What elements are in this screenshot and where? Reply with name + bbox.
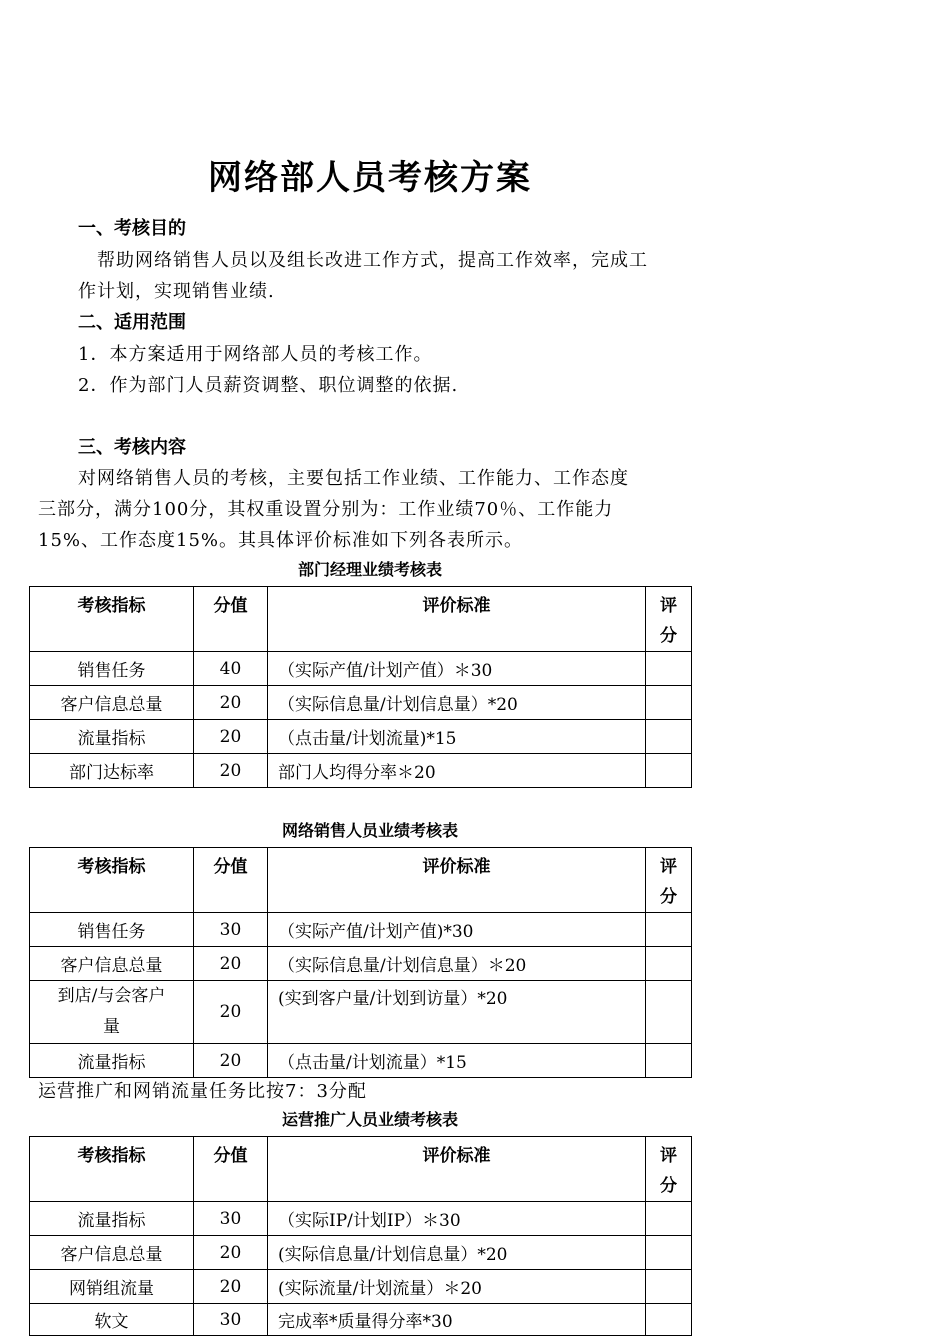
score-cell: 30 [194, 913, 268, 947]
header-rating: 评 分 [646, 1137, 692, 1202]
indicator-cell: 部门达标率 [30, 754, 194, 788]
section-heading-content: 三、考核内容 [78, 437, 186, 458]
table-caption-promotion: 运营推广人员业绩考核表 [281, 1110, 458, 1129]
score-cell: 20 [194, 1236, 268, 1270]
purpose-text-line-2: 作计划，实现销售业绩. [78, 281, 275, 302]
criteria-cell: (实际信息量/计划信息量）*20 [268, 1236, 646, 1270]
rating-cell[interactable] [646, 1202, 692, 1236]
indicator-cell: 客户信息总量 [30, 947, 194, 981]
indicator-cell: 销售任务 [30, 913, 194, 947]
manager-performance-table [29, 586, 692, 788]
criteria-cell: （实际信息量/计划信息量）＊20 [268, 947, 646, 981]
table-row [30, 1304, 692, 1336]
section-heading-scope: 二、适用范围 [78, 312, 186, 333]
header-criteria: 评价标准 [268, 1137, 646, 1202]
header-indicator: 考核指标 [30, 587, 194, 652]
criteria-cell: (实际流量/计划流量）＊20 [268, 1270, 646, 1304]
content-text-line-1: 对网络销售人员的考核，主要包括工作业绩、工作能力、工作态度 [78, 468, 629, 489]
rating-cell[interactable] [646, 1044, 692, 1078]
score-cell: 20 [194, 947, 268, 981]
score-cell: 40 [194, 652, 268, 686]
indicator-cell: 销售任务 [30, 652, 194, 686]
criteria-cell: （点击量/计划流量)*15 [268, 720, 646, 754]
criteria-cell: （实际产值/计划产值)*30 [268, 913, 646, 947]
header-indicator: 考核指标 [30, 1137, 194, 1202]
criteria-cell: （点击量/计划流量）*15 [268, 1044, 646, 1078]
table-row [30, 754, 692, 788]
table-caption-sales: 网络销售人员业绩考核表 [281, 821, 458, 840]
rating-cell[interactable] [646, 981, 692, 1044]
sales-performance-table [29, 847, 692, 1078]
indicator-cell: 软文 [30, 1304, 194, 1336]
criteria-cell: (实到客户量/计划到访量）*20 [268, 981, 646, 1044]
indicator-cell: 网销组流量 [30, 1270, 194, 1304]
table-row [30, 947, 692, 981]
header-rating: 评 分 [646, 587, 692, 652]
header-score: 分值 [194, 848, 268, 913]
criteria-cell: （实际IP/计划IP）＊30 [268, 1202, 646, 1236]
header-score: 分值 [194, 1137, 268, 1202]
table-row [30, 720, 692, 754]
rating-cell[interactable] [646, 1304, 692, 1336]
criteria-cell: 部门人均得分率＊20 [268, 754, 646, 788]
score-cell: 20 [194, 1044, 268, 1078]
score-cell: 20 [194, 686, 268, 720]
score-cell: 30 [194, 1202, 268, 1236]
table-row [30, 1270, 692, 1304]
promotion-performance-table [29, 1136, 692, 1336]
content-text-line-3: 15%、工作态度15%。其具体评价标准如下列各表所示。 [38, 530, 524, 551]
indicator-cell: 流量指标 [30, 1044, 194, 1078]
indicator-cell: 客户信息总量 [30, 686, 194, 720]
rating-cell[interactable] [646, 947, 692, 981]
rating-cell[interactable] [646, 652, 692, 686]
scope-item-1: 1．本方案适用于网络部人员的考核工作。 [78, 344, 433, 365]
rating-cell[interactable] [646, 1236, 692, 1270]
criteria-cell: （实际信息量/计划信息量）*20 [268, 686, 646, 720]
purpose-text-line-1: 帮助网络销售人员以及组长改进工作方式，提高工作效率，完成工 [97, 250, 648, 271]
section-heading-purpose: 一、考核目的 [78, 218, 186, 239]
indicator-cell: 到店/与会客户 量 [30, 981, 194, 1044]
rating-cell[interactable] [646, 720, 692, 754]
score-cell: 20 [194, 754, 268, 788]
score-cell: 20 [194, 720, 268, 754]
header-criteria: 评价标准 [268, 848, 646, 913]
header-rating: 评 分 [646, 848, 692, 913]
score-cell: 20 [194, 1270, 268, 1304]
indicator-cell: 流量指标 [30, 720, 194, 754]
header-score: 分值 [194, 587, 268, 652]
rating-cell[interactable] [646, 686, 692, 720]
header-indicator: 考核指标 [30, 848, 194, 913]
content-text-line-2: 三部分，满分100分，其权重设置分别为：工作业绩70％、工作能力 [38, 499, 614, 520]
table-row [30, 1202, 692, 1236]
table-row [30, 1236, 692, 1270]
scope-item-2: 2．作为部门人员薪资调整、职位调整的依据. [78, 375, 459, 396]
indicator-cell: 客户信息总量 [30, 1236, 194, 1270]
table-row [30, 652, 692, 686]
document-title: 网络部人员考核方案 [208, 158, 532, 198]
table-row [30, 913, 692, 947]
score-cell: 20 [194, 981, 268, 1044]
traffic-split-note: 运营推广和网销流量任务比按7：3分配 [38, 1081, 367, 1102]
table-caption-manager: 部门经理业绩考核表 [297, 560, 442, 579]
rating-cell[interactable] [646, 754, 692, 788]
criteria-cell: 完成率*质量得分率*30 [268, 1304, 646, 1336]
header-criteria: 评价标准 [268, 587, 646, 652]
score-cell: 30 [194, 1304, 268, 1336]
table-row [30, 1044, 692, 1078]
rating-cell[interactable] [646, 913, 692, 947]
table-row [30, 686, 692, 720]
table-row [30, 981, 692, 1044]
indicator-cell: 流量指标 [30, 1202, 194, 1236]
rating-cell[interactable] [646, 1270, 692, 1304]
criteria-cell: （实际产值/计划产值）＊30 [268, 652, 646, 686]
